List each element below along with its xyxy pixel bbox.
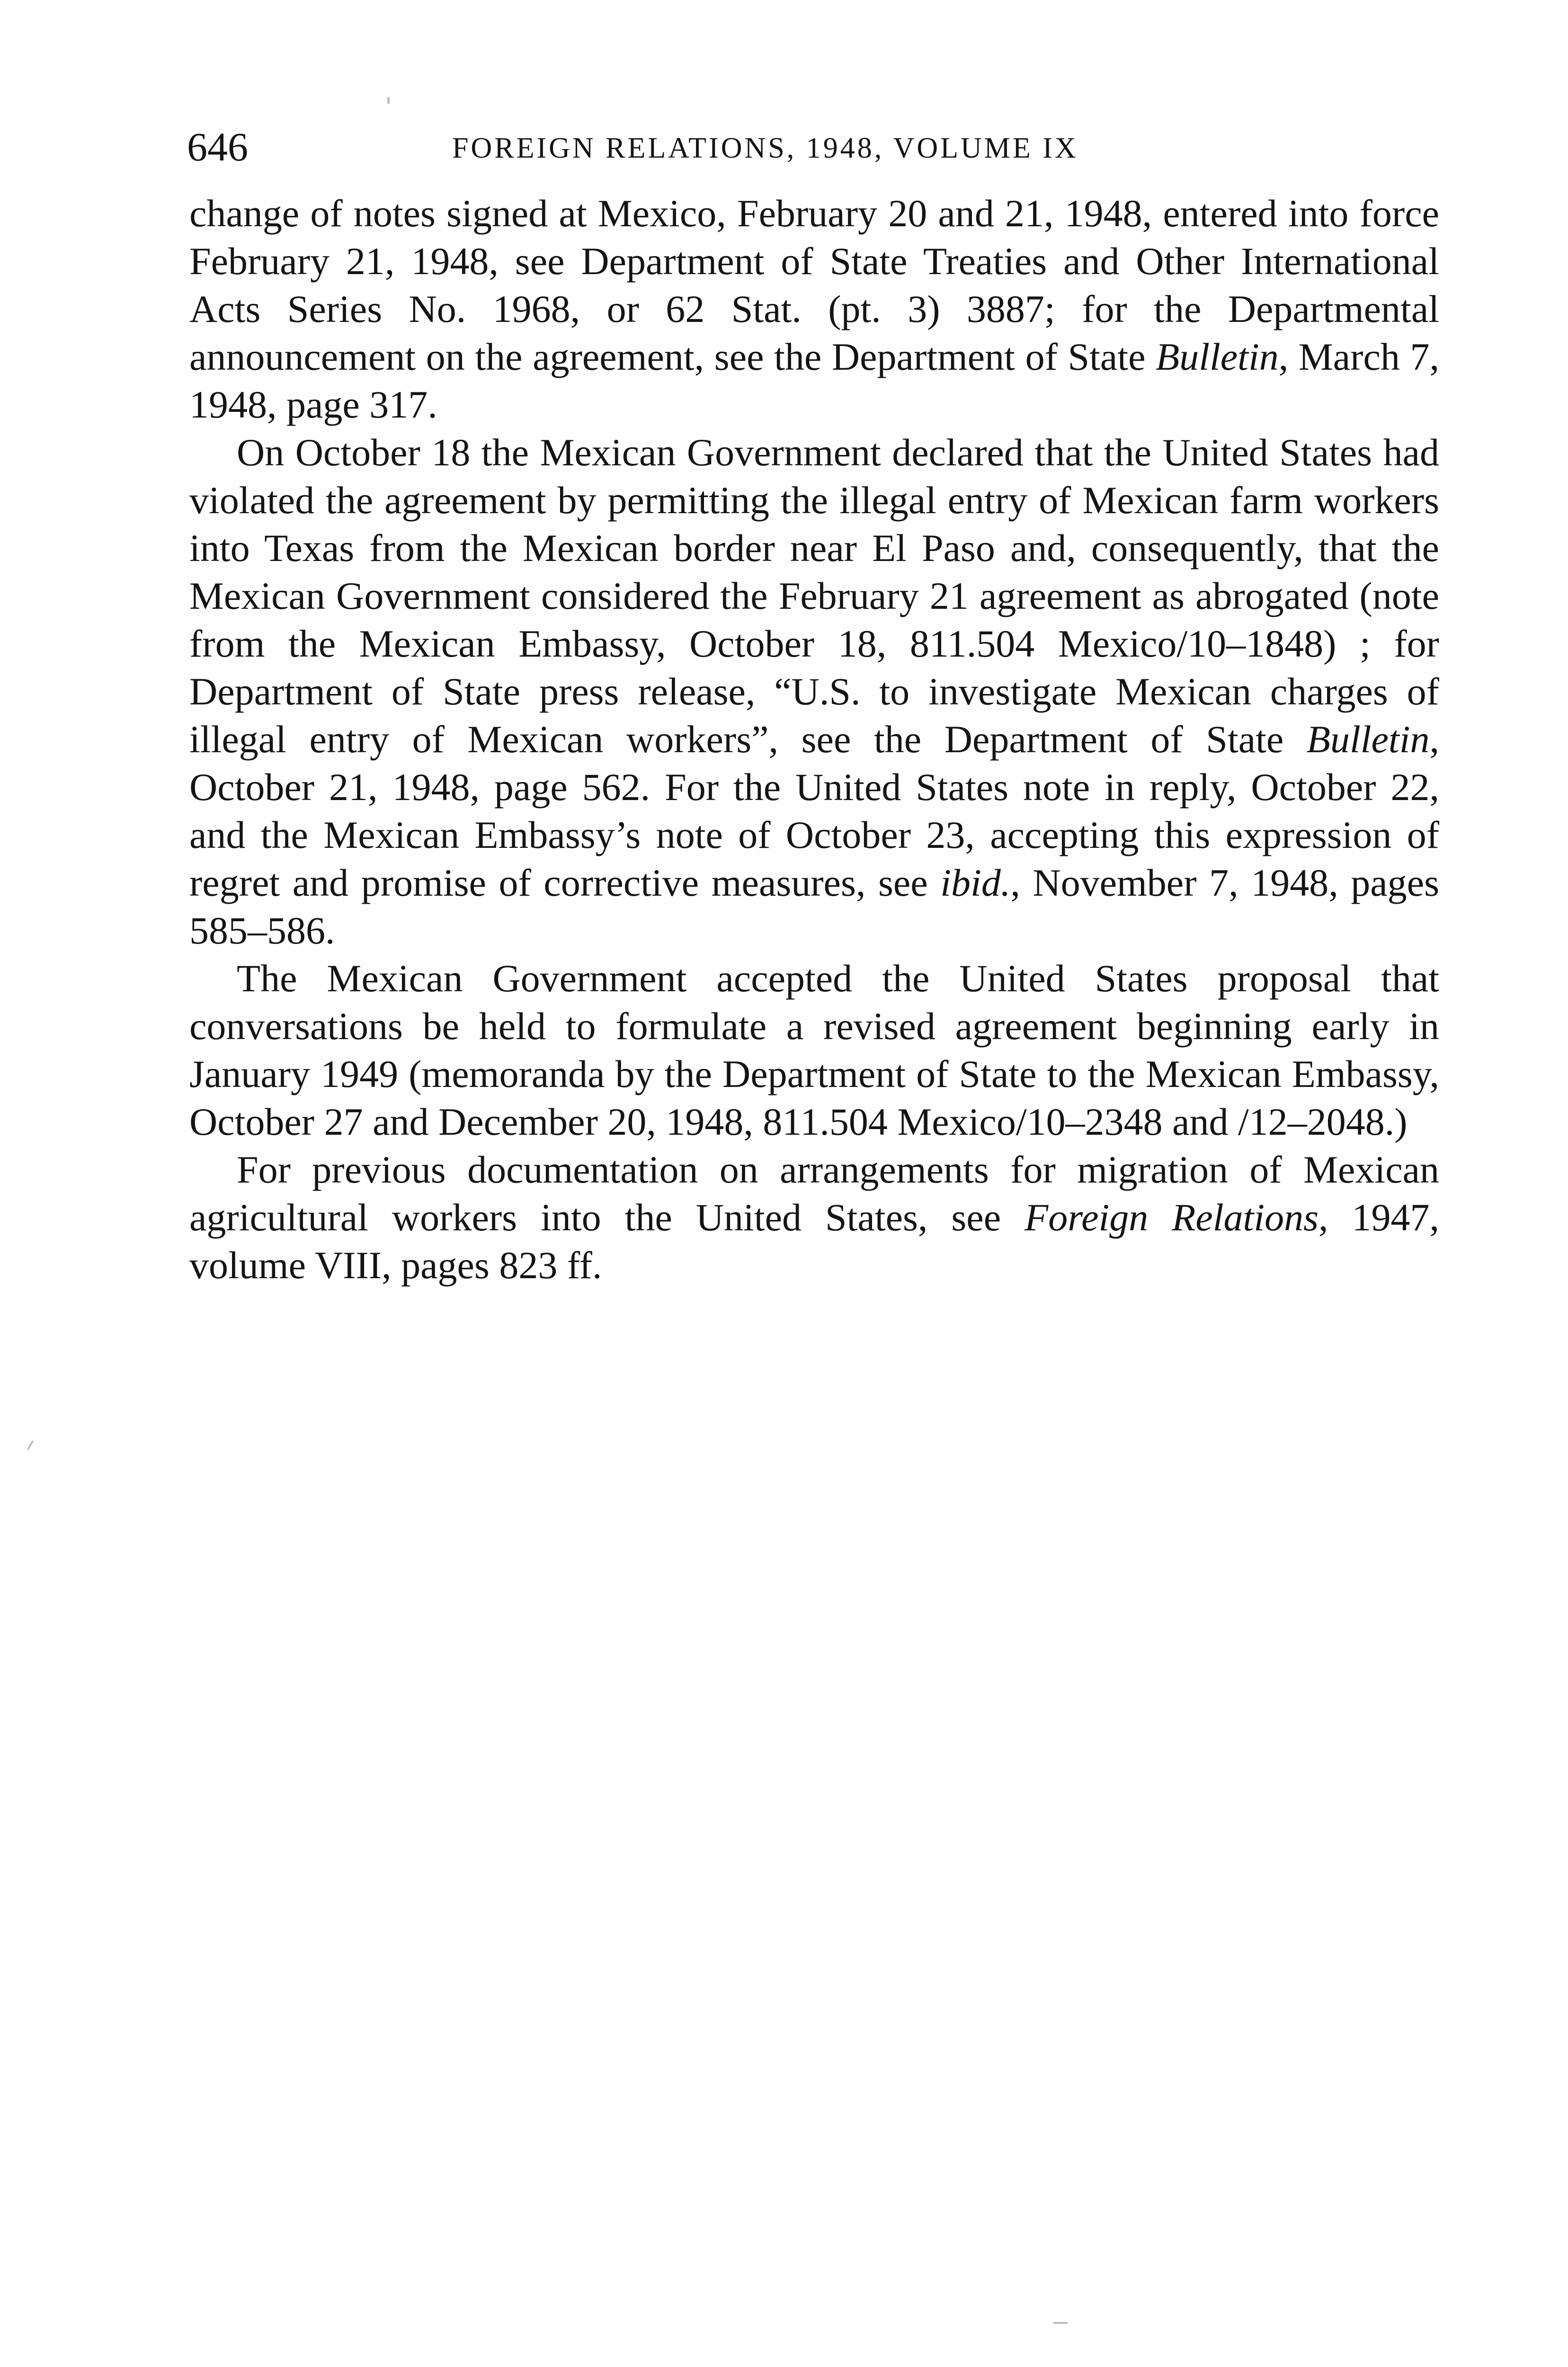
text-run: , March 7, 1948, page 317. [189, 335, 1439, 426]
italic-title: Bulletin [1306, 718, 1430, 761]
running-head: FOREIGN RELATIONS, 1948, VOLUME IX [452, 132, 1078, 164]
text-run: , 1947, volume VIII, pages 823 ff. [189, 1196, 1440, 1287]
scan-speck [387, 97, 390, 104]
text-run: The Mexican Government accepted the United States proposal that conversations be held to formulate a revised agreement beginning early in January 1949 (memoranda by the Department of State to the Mexican Embassy, October 27 and December 20, 1948, 811.504 Mexico/10–2348 and /12–2048.) [189, 957, 1439, 1143]
body-text [189, 189, 1439, 1289]
paragraph [189, 428, 1439, 954]
paragraph [189, 1146, 1439, 1289]
italic-abbreviation: ibid. [940, 861, 1011, 904]
italic-title: Bulletin [1156, 335, 1279, 378]
page-header [187, 121, 1442, 173]
text-run: On October 18 the Mexican Government declared that the United States had violated the agreement by permitting the illegal entry of Mexican farm workers into Texas from the Mexican border near El Paso and, consequently, that the Mexican Government considered the February 21 agreement as abrogated (note from the Mexican Embassy, October 18, 811.504 Mexico/10–1848) ; for Department of State press release, “U.S. to investigate Mexican charges of illegal entry of Mexican workers”, see the Department of State [189, 431, 1439, 761]
text-run: , November 7, 1948, pages 585–586. [189, 861, 1439, 952]
italic-title: Foreign Relations [1025, 1196, 1319, 1239]
text-run: , October 21, 1948, page 562. For the United States note in reply, October 22, and the Mexican Embassy’s note of October 23, accepting this expression of regret and promise of corrective measures, see [189, 718, 1439, 904]
paragraph-continuation [189, 189, 1439, 428]
paragraph [189, 954, 1439, 1146]
scan-speck [1053, 2322, 1068, 2324]
text-run: change of notes signed at Mexico, February 20 and 21, 1948, entered into force February 21, 1948, see Department of State Treaties and Other International Acts Series No. 1968, or 62 Stat. (pt. 3) 3887; for the Departmental announcement on the agreement, see the Department of State [189, 192, 1439, 378]
scan-speck [27, 1440, 34, 1450]
text-run: For previous documentation on arrangements for migration of Mexican agricultural workers into the United States, see [189, 1148, 1439, 1239]
page-number: 646 [187, 124, 248, 169]
